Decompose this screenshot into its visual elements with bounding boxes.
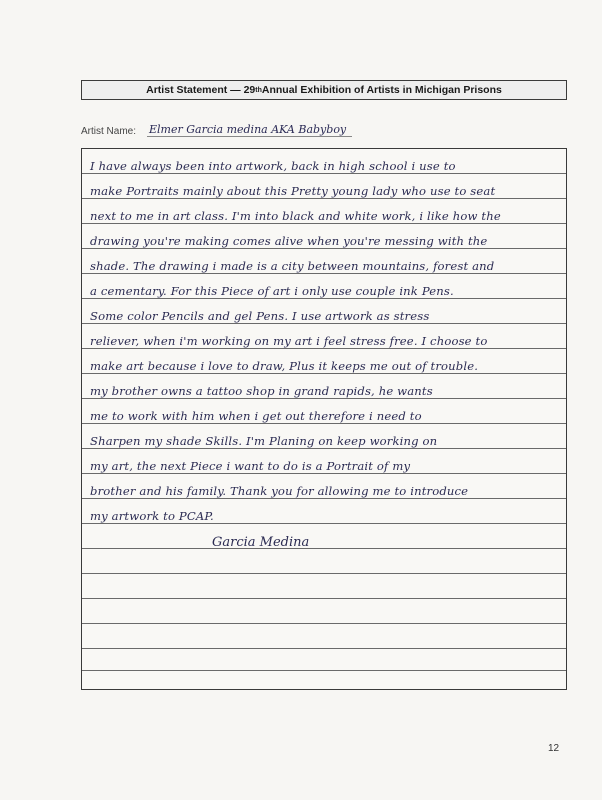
statement-line: brother and his family. Thank you for allowing me to introduce	[90, 484, 469, 498]
statement-line: a cementary. For this Piece of art i only use couple ink Pens.	[90, 284, 454, 298]
statement-line: make art because i love to draw, Plus it keeps me out of trouble.	[90, 359, 479, 373]
artist-name-row	[81, 124, 565, 140]
statement-line: my brother owns a tattoo shop in grand rapids, he wants	[90, 384, 433, 398]
ruled-line	[82, 498, 566, 499]
statement-line: make Portraits mainly about this Pretty young lady who use to seat	[90, 184, 496, 198]
ruled-line	[82, 273, 566, 274]
ruled-line	[82, 648, 566, 649]
ruled-line	[82, 173, 566, 174]
ruled-line	[82, 423, 566, 424]
artist-name-label: Artist Name:	[81, 126, 137, 137]
page-number: 12	[548, 743, 560, 754]
statement-line: drawing you're making comes alive when you're messing with the	[90, 234, 488, 248]
ruled-line	[82, 548, 566, 549]
ruled-line	[82, 398, 566, 399]
ruled-line	[82, 298, 566, 299]
title-prefix: Artist Statement — 29	[146, 84, 256, 96]
statement-line: my artwork to PCAP.	[90, 509, 214, 523]
statement-line: me to work with him when i get out therefore i need to	[90, 409, 422, 423]
ruled-line	[82, 473, 566, 474]
form-title	[81, 80, 567, 100]
ruled-line	[82, 670, 566, 671]
statement-line: Sharpen my shade Skills. I'm Planing on keep working on	[90, 434, 438, 448]
ruled-line	[82, 523, 566, 524]
statement-line: my art, the next Piece i want to do is a Portrait of my	[90, 459, 411, 473]
statement-line: I have always been into artwork, back in high school i use to	[90, 159, 456, 173]
ruled-line	[82, 448, 566, 449]
statement-lined-area	[81, 148, 567, 690]
statement-line: Some color Pencils and gel Pens. I use artwork as stress	[90, 309, 430, 323]
ruled-line	[82, 198, 566, 199]
ruled-line	[82, 373, 566, 374]
ruled-line	[82, 223, 566, 224]
ruled-line	[82, 598, 566, 599]
ruled-line	[82, 623, 566, 624]
statement-line: next to me in art class. I'm into black and white work, i like how the	[90, 209, 501, 223]
ruled-line	[82, 573, 566, 574]
ruled-line	[82, 248, 566, 249]
title-suffix: Annual Exhibition of Artists in Michigan Prisons	[261, 84, 502, 96]
title-superscript: th	[255, 86, 262, 94]
signature: Garcia Medina	[212, 535, 310, 550]
artist-name-value: Elmer Garcia medina AKA Babyboy	[147, 123, 352, 137]
statement-line: reliever, when i'm working on my art i feel stress free. I choose to	[90, 334, 488, 348]
statement-line: shade. The drawing i made is a city between mountains, forest and	[90, 259, 495, 273]
ruled-line	[82, 348, 566, 349]
ruled-line	[82, 323, 566, 324]
